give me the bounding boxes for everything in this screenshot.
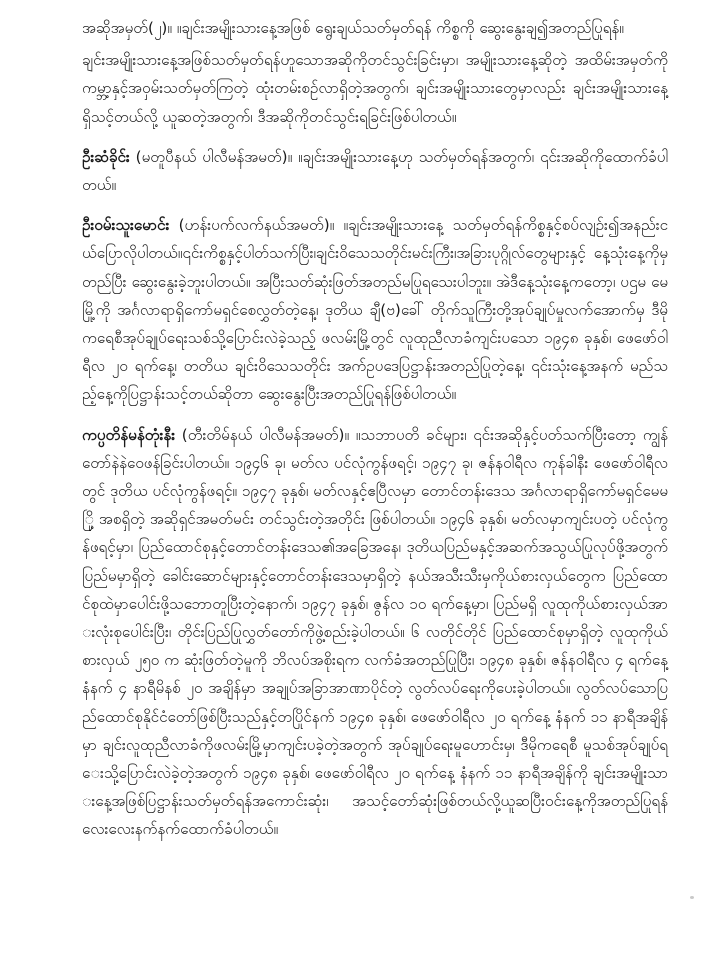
speaker-text-3: (တီးတိမ်နယ် ပါလီမန်အမတ်)။ ။သဘာပတိ ခင်များ၊ ၎င်းအဆိုနှင့်ပတ်သက်ပြီးတော့ ကျွန်တော်နဲနဲဝေဖန်ခြင်းပါတယ်။ ၁၉၄၆ ခု၊ မတ်လ ပင်လုံကွန်ဖရင့်၊ ၁၉၄၇ ခု၊ ဇန်နဝါရီလ ကုန်ခါနီး ဖေဖော်ဝါရီလတွင် ဒုတိယ ပင်လုံကွန်ဖရင့်။ ၁၉၄၇ ခုနှစ်၊ မတ်လနှင့်ဧပြီလမှာ တောင်တန်းဒေသ အင်္ဂလာရာရှိကော်မရှင်မေမြို့ အစရှိတဲ့ အဆိုရှင်အမတ်မင်း တင်သွင်းတဲ့အတိုင်း ဖြစ်ပါတယ်။ ၁၉၄၆ ခုနှစ်၊ မတ်လမှာကျင်းပတဲ့ ပင်လုံကွန်ဖရင့်မှာ၊ ပြည်ထောင်စုနှင့်တောင်တန်းဒေသ၏အခြေအနေ၊ ဒုတိယပြည်မနှင့်အဆက်အသွယ်ပြုလုပ်ဖို့အတွက် ပြည်မမှာရှိတဲ့ ခေါင်းဆောင်များနှင့်တောင်တန်းဒေသမှာရှိတဲ့ နယ်အသီးသီးမှကိုယ်စားလှယ်တွေက ပြည်ထောင်စုထဲမှာပေါင်းဖို့သဘောတူပြီးတဲ့နောက်၊ ၁၉၄၇ ခုနှစ်၊ ဇွန်လ ၁၀ ရက်နေ့မှာ၊ ပြည်မရှိ လူထုကိုယ်စားလှယ်အားလုံးစုပေါင်းပြီး၊ တိုင်းပြည်ပြုလွှတ်တော်ကိုဖွဲ့စည်းခဲ့ပါတယ်။ ၆ လတိုင်တိုင် ပြည်ထောင်စုမှာရှိတဲ့ လူထုကိုယ်စားလှယ် ၂၅၀ က ဆုံးဖြတ်တဲ့မူကို ဘိလပ်အစိုးရက လက်ခံအတည်ပြုပြီး၊ ၁၉၄၈ ခုနှစ်၊ ဇန်နဝါရီလ ၄ ရက်နေ့နံနက် ၄ နာရီမိနစ် ၂၀ အချိန်မှာ အချုပ်အခြာအာဏာပိုင်တဲ့ လွတ်လပ်ရေးကိုပေးခဲ့ပါတယ်။ လွတ်လပ်သောပြည်ထောင်စုနိုင်ငံတော်ဖြစ်ပြီးသည်နှင့်တပြိုင်နက် ၁၉၄၈ ခုနှစ်၊ ဖေဖော်ဝါရီလ ၂၀ ရက်နေ့ နံနက် ၁၁ နာရီအချိန်မှာ ချင်းလူထုညီလာခံကိုဖလမ်းမြို့မှာကျင်းပခဲ့တဲ့အတွက် အုပ်ချုပ်ရေးမူဟောင်းမှ၊ ဒီမိုကရေစီ မူသစ်အုပ်ချုပ်ရေးသို့ပြောင်းလဲခဲ့တဲ့အတွက် ၁၉၄၈ ခုနှစ်၊ ဖေဖော်ဝါရီလ ၂၀ ရက်နေ့ နံနက် ၁၁ နာရီအချိန်ကို ချင်းအမျိုးသားနေ့အဖြစ်ပြဋ္ဌာန်းသတ်မှတ်ရန်အကောင်းဆုံး၊ အသင့်တော်ဆုံးဖြစ်တယ်လို့ယူဆပြီးဝင်းနေ့ကိုအတည်ပြုရန် လေးလေးနက်နက်ထောက်ခံပါတယ်။ (82, 425, 669, 839)
speaker-name-2: ဦးဝမ်းသူးမောင်း (82, 216, 170, 235)
motion-intro-paragraph (82, 46, 668, 131)
motion-intro-text: ချင်းအမျိုးသားနေ့အဖြစ်သတ်မှတ်ရန်ဟူသောအဆိုကိုတင်သွင်းခြင်းမှာ၊ အမျိုးသားနေ့ဆိုတဲ့ အထိမ်းအမှတ်ကို ကမ္ဘာ့နှင့်အဝှမ်းသတ်မှတ်ကြတဲ့ ထုံးတမ်းစဉ်လာရှိတဲ့အတွက်၊ ချင်းအမျိုးသားတွေမှာလည်း ချင်းအမျိုးသားနေ့ ရှိသင့်တယ်လို့ ယူဆတဲ့အတွက်၊ ဒီအဆိုကိုတင်သွင်းရခြင်းဖြစ်ပါတယ်။ (82, 51, 668, 126)
speaker-paragraph-3 (82, 421, 668, 844)
speaker-paragraph-1 (82, 143, 668, 199)
motion-heading (82, 14, 668, 42)
speaker-text-1: (မတူပီနယ် ပါလီမန်အမတ်)။ ။ချင်းအမျိုးသားနေ့ဟု သတ်မှတ်ရန်အတွက်၊ ၎င်းအဆိုကိုထောက်ခံပါတယ်။ (82, 147, 668, 195)
speaker-name-1: ဦးဆံခိုင်း (82, 147, 130, 166)
speaker-name-3: ကပ္ပတိန်မန်တုံးနီး (82, 425, 176, 444)
motion-heading-text: အဆိုအမှတ်(၂)။ ။ချင်းအမျိုးသားနေ့အဖြစ် ရွေးချယ်သတ်မှတ်ရန် ကိစ္စကို ဆွေးနွေးချ၍အတည်ပြုရန်။ (82, 19, 624, 37)
scan-speck (690, 896, 694, 899)
speaker-paragraph-2 (82, 211, 668, 408)
speaker-text-2: (ဟန်းပက်လက်နယ်အမတ်)။ ။ချင်းအမျိုးသားနေ့ သတ်မှတ်ရန်ကိစ္စနှင့်စပ်လျဉ်း၍အနည်းငယ်ပြောလိုပါတယ်။၎င်းကိစ္စနှင့်ပါတ်သက်ပြီး၊ချင်းဝိသေသတိုင်းမင်းကြီး၊အခြားပုဂ္ဂိုလ်တွေများနှင့် နေ့သုံးနေ့ကိုမှတည်ပြီး ဆွေးနွေးခဲ့ဘူးပါတယ်။ အပြီးသတ်ဆုံးဖြတ်အတည်မပြုရသေးပါဘူး။ အဲဒီနေ့သုံးနေ့ကတော့၊ ပဌမ မေမြို့ကို အင်္ဂလာရာရှိကော်မရှင်စေလွှတ်တဲ့နေ့၊ ဒုတိယ ချီ(ဗ)ခေါ် တိုက်သူကြီးတို့အုပ်ချုပ်မှုလက်အောက်မှ ဒီမိုကရေစီအုပ်ချုပ်ရေးသစ်သို့ပြောင်းလဲခဲ့သည့် ဖလမ်းမြို့တွင် လူထုညီလာခံကျင်းပသော ၁၉၄၈ ခုနှစ်၊ ဖေဖော်ဝါရီလ ၂၀ ရက်နေ့၊ တတိယ ချင်းဝိသေသတိုင်း အက်ဥပဒေပြဋ္ဌာန်းအတည်ပြုတဲ့နေ့၊ ၎င်းသုံးနေ့အနက် မည်သည့်နေ့ကိုပြဋ္ဌာန်းသင့်တယ်ဆိုတာ ဆွေးနွေးပြီးအတည်ပြုရန်ဖြစ်ပါတယ်။ (82, 216, 668, 404)
